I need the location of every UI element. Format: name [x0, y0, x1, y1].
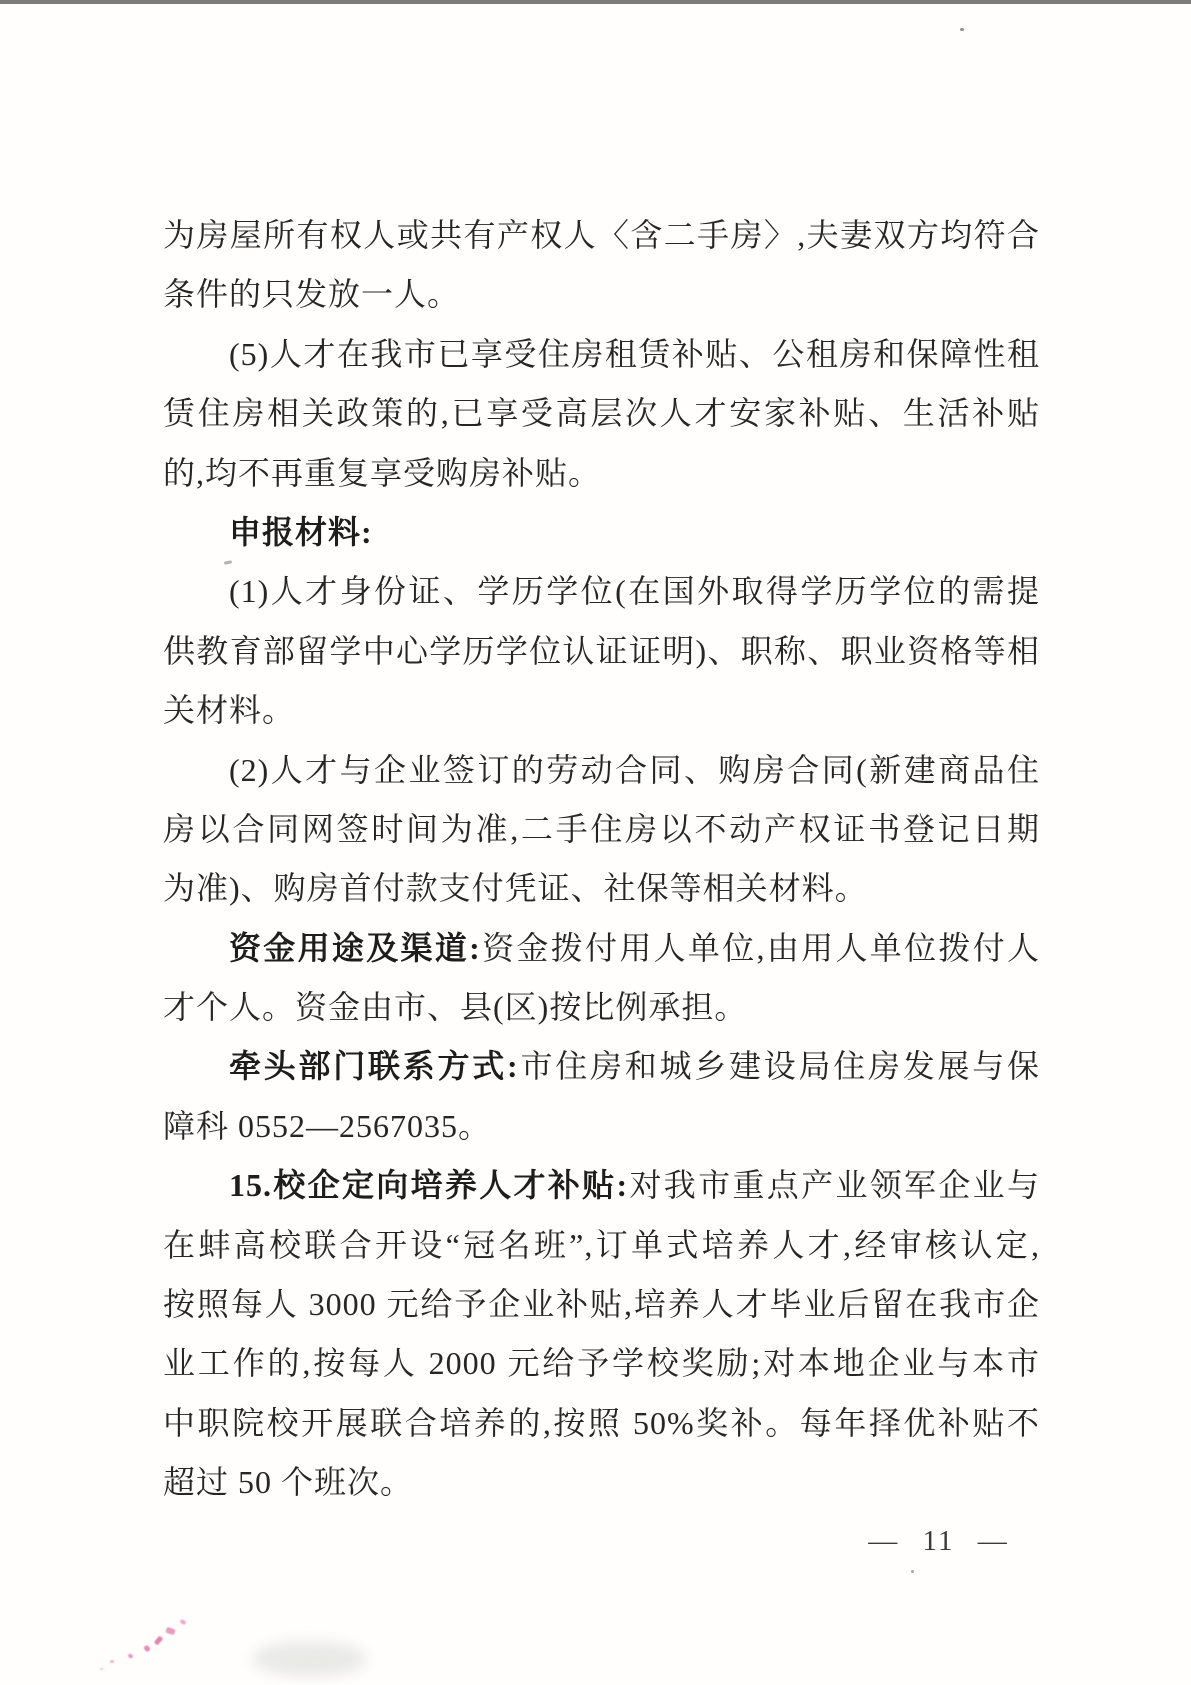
line-text: 对我市重点产业领军企业与 [628, 1167, 1040, 1204]
text-line: 在蚌高校联合开设“冠名班”,订单式培养人才,经审核认定, [163, 1226, 1040, 1263]
page-number: — 11 — [868, 1525, 1009, 1557]
scan-speck [960, 28, 964, 31]
text-line: 中职院校开展联合培养的,按照 50%奖补。每年择优补贴不 [163, 1404, 1040, 1441]
scan-edge-artifact [0, 0, 1191, 4]
pink-speck [154, 1635, 164, 1645]
text-line: 条件的只发放一人。 [163, 276, 461, 313]
section-heading-funding: 资金用途及渠道: [229, 929, 481, 966]
text-line: 供教育部留学中心学历学位认证证明)、职称、职业资格等相 [163, 632, 1040, 669]
text-line: 赁住房相关政策的,已享受高层次人才安家补贴、生活补贴 [163, 395, 1040, 432]
text-line [163, 1156, 1040, 1215]
text-line: (1)人才身份证、学历学位(在国外取得学历学位的需提 [229, 573, 1040, 610]
text-line [163, 1037, 1040, 1096]
scan-smudge [252, 1641, 367, 1677]
text-line: 的,均不再重复享受购房补贴。 [163, 454, 602, 491]
pink-speck [127, 1653, 133, 1659]
text-line: 房以合同网签时间为准,二手住房以不动产权证书登记日期 [163, 810, 1040, 847]
pink-speck [143, 1645, 151, 1653]
text-line: 障科 0552—2567035。 [163, 1107, 492, 1144]
text-line: (5)人才在我市已享受住房租赁补贴、公租房和保障性租 [229, 335, 1040, 372]
scan-speck [911, 1570, 914, 1573]
text-line: 业工作的,按每人 2000 元给予学校奖励;对本地企业与本市 [163, 1345, 1040, 1382]
section-heading-materials: 申报材料: [229, 513, 373, 550]
section-heading-item15: 15.校企定向培养人才补贴: [229, 1167, 629, 1204]
document-body-text [163, 206, 1040, 1513]
text-line: (2)人才与企业签订的劳动合同、购房合同(新建商品住 [229, 751, 1040, 788]
line-text: 资金拨付用人单位,由用人单位拨付人 [480, 929, 1040, 966]
text-line [163, 503, 1040, 562]
text-line: 为房屋所有权人或共有产权人〈含二手房〉,夫妻双方均符合 [163, 217, 1040, 253]
text-line [163, 919, 1040, 978]
pink-speck [100, 1668, 103, 1670]
section-heading-contact: 牵头部门联系方式: [229, 1048, 519, 1085]
text-line: 才个人。资金由市、县(区)按比例承担。 [163, 989, 748, 1026]
pink-speck [179, 1619, 186, 1625]
text-line: 超过 50 个班次。 [163, 1464, 414, 1501]
text-line: 按照每人 3000 元给予企业补贴,培养人才毕业后留在我市企 [163, 1286, 1040, 1323]
pink-speck [110, 1660, 114, 1663]
pink-pen-mark [100, 1612, 210, 1672]
text-line: 关材料。 [163, 692, 296, 729]
pink-speck [165, 1627, 176, 1636]
text-line: 为准)、购房首付款支付凭证、社保等相关材料。 [163, 870, 868, 907]
line-text: 市住房和城乡建设局住房发展与保 [518, 1048, 1040, 1085]
